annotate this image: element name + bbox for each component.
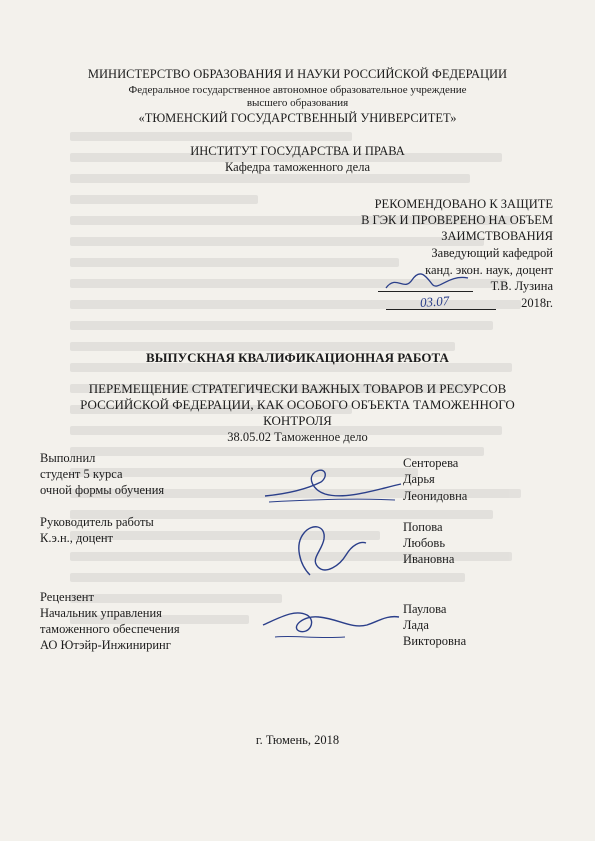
reviewer-label1: Рецензент: [40, 590, 94, 604]
reviewer-patronymic: Викторовна: [403, 634, 467, 648]
work-type: ВЫПУСКНАЯ КВАЛИФИКАЦИОННАЯ РАБОТА: [146, 350, 449, 365]
institution-type-line1: Федеральное государственное автономное образовательное учреждение: [128, 84, 467, 96]
university-name: «ТЮМЕНСКИЙ ГОСУДАРСТВЕННЫЙ УНИВЕРСИТЕТ»: [138, 111, 457, 125]
supervisor-label2: К.э.н., доцент: [40, 531, 114, 545]
city-year: г. Тюмень, 2018: [255, 733, 340, 747]
author-surname: Сенторева: [403, 456, 459, 470]
approval-year: 2018г.: [521, 296, 553, 310]
reviewer-label4: АО Ютэйр-Инжиниринг: [40, 638, 171, 652]
author-label2: студент 5 курса: [40, 467, 123, 481]
head-name: Т.В. Лузина: [490, 279, 553, 293]
department-name: Кафедра таможенного дела: [224, 160, 371, 174]
author-name: Дарья: [403, 472, 435, 486]
institution-type-line2: высшего образования: [246, 97, 349, 109]
ministry-name: МИНИСТЕРСТВО ОБРАЗОВАНИЯ И НАУКИ РОССИЙСКОЙ ФЕДЕРАЦИИ: [87, 67, 508, 81]
work-title-line1: ПЕРЕМЕЩЕНИЕ СТРАТЕГИЧЕСКИ ВАЖНЫХ ТОВАРОВ И РЕСУРСОВ: [88, 381, 507, 396]
specialty: 38.05.02 Таможенное дело: [227, 430, 368, 444]
institute-name: ИНСТИТУТ ГОСУДАРСТВА И ПРАВА: [190, 144, 405, 158]
approval-line3: ЗАИМСТВОВАНИЯ: [441, 229, 553, 243]
reviewer-name: Лада: [403, 618, 429, 632]
author-signature: [255, 460, 405, 508]
work-title-line3: КОНТРОЛЯ: [263, 413, 332, 428]
author-patronymic: Леонидовна: [403, 489, 468, 503]
reviewer-label3: таможенного обеспечения: [40, 622, 180, 636]
head-signature: [382, 270, 472, 294]
supervisor-signature: [280, 515, 370, 585]
reviewer-label2: Начальник управления: [40, 606, 162, 620]
approval-head-degree: канд. экон. наук, доцент: [425, 263, 553, 277]
author-label1: Выполнил: [40, 451, 96, 465]
reviewer-surname: Паулова: [403, 602, 447, 616]
author-label3: очной формы обучения: [40, 483, 165, 497]
approval-head-title: Заведующий кафедрой: [431, 246, 553, 260]
approval-line1: РЕКОМЕНДОВАНО К ЗАЩИТЕ: [374, 197, 553, 211]
supervisor-patronymic: Ивановна: [403, 552, 455, 566]
work-title-line2: РОССИЙСКОЙ ФЕДЕРАЦИИ, КАК ОСОБОГО ОБЪЕКТА ТАМОЖЕННОГО: [80, 397, 515, 412]
approval-line2: В ГЭК И ПРОВЕРЕНО НА ОБЪЕМ: [361, 213, 553, 227]
supervisor-name: Любовь: [403, 536, 446, 550]
supervisor-label1: Руководитель работы: [40, 515, 154, 529]
handwritten-date: 03.07: [419, 292, 450, 311]
supervisor-surname: Попова: [403, 520, 443, 534]
reviewer-signature: [255, 595, 405, 650]
